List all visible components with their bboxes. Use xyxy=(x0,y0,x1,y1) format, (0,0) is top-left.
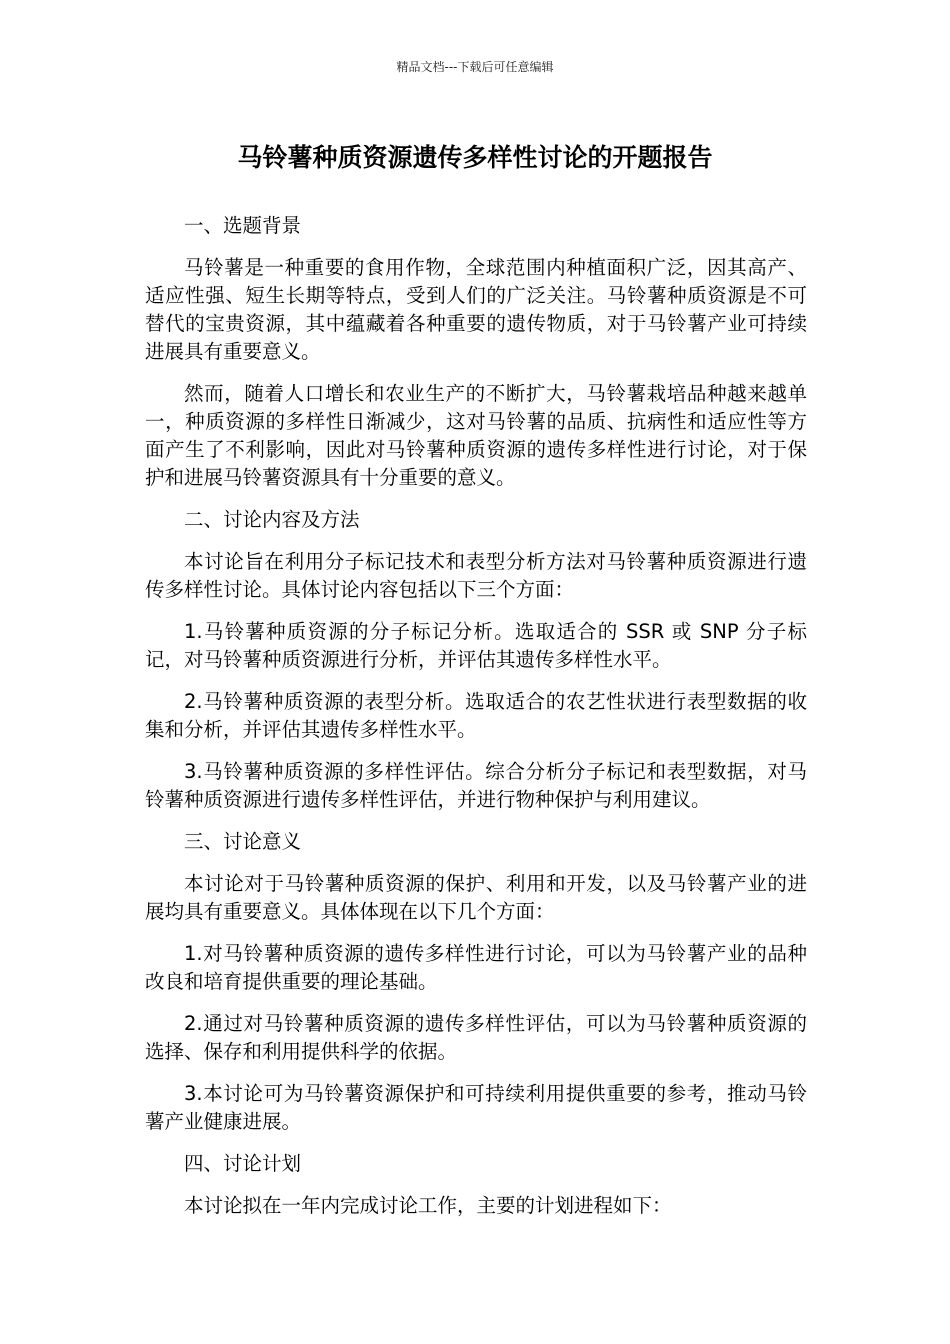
section-heading-background: 一、选题背景 xyxy=(184,214,302,237)
document-body xyxy=(145,212,807,1234)
list-item: 1.对马铃薯种质资源的遗传多样性进行讨论，可以为马铃薯产业的品种改良和培育提供重要的理论基础。 xyxy=(145,942,807,993)
section-heading-content-methods: 二、讨论内容及方法 xyxy=(184,508,360,531)
paragraph: 本讨论拟在一年内完成讨论工作，主要的计划进程如下： xyxy=(184,1194,672,1217)
header-note: 精品文档---下载后可任意编辑 xyxy=(396,60,554,74)
paragraph: 本讨论对于马铃薯种质资源的保护、利用和开发，以及马铃薯产业的进展均具有重要意义。具体体现在以下几个方面： xyxy=(145,872,807,923)
list-item: 2.马铃薯种质资源的表型分析。选取适合的农艺性状进行表型数据的收集和分析，并评估其遗传多样性水平。 xyxy=(145,690,807,741)
paragraph: 然而，随着人口增长和农业生产的不断扩大，马铃薯栽培品种越来越单一，种质资源的多样性日渐减少，这对马铃薯的品质、抗病性和适应性等方面产生了不利影响，因此对马铃薯种质资源的遗传多样性进行讨论，对于保护和进展马铃薯资源具有十分重要的意义。 xyxy=(145,382,807,489)
paragraph: 马铃薯是一种重要的食用作物，全球范围内种植面积广泛，因其高产、适应性强、短生长期等特点，受到人们的广泛关注。马铃薯种质资源是不可替代的宝贵资源，其中蕴藏着各种重要的遗传物质，对于马铃薯产业可持续进展具有重要意义。 xyxy=(145,256,807,363)
list-item: 2.通过对马铃薯种质资源的遗传多样性评估，可以为马铃薯种质资源的选择、保存和利用提供科学的依据。 xyxy=(145,1012,807,1063)
paragraph: 本讨论旨在利用分子标记技术和表型分析方法对马铃薯种质资源进行遗传多样性讨论。具体讨论内容包括以下三个方面： xyxy=(145,550,807,601)
list-item: 3.本讨论可为马铃薯资源保护和可持续利用提供重要的参考，推动马铃薯产业健康进展。 xyxy=(145,1082,807,1133)
list-item: 1.马铃薯种质资源的分子标记分析。选取适合的 SSR 或 SNP 分子标记，对马铃薯种质资源进行分析，并评估其遗传多样性水平。 xyxy=(145,620,807,671)
list-item: 3.马铃薯种质资源的多样性评估。综合分析分子标记和表型数据，对马铃薯种质资源进行遗传多样性评估，并进行物种保护与利用建议。 xyxy=(145,760,807,811)
section-heading-plan: 四、讨论计划 xyxy=(184,1152,302,1175)
document-title: 马铃薯种质资源遗传多样性讨论的开题报告 xyxy=(237,143,713,172)
section-heading-significance: 三、讨论意义 xyxy=(184,830,302,853)
